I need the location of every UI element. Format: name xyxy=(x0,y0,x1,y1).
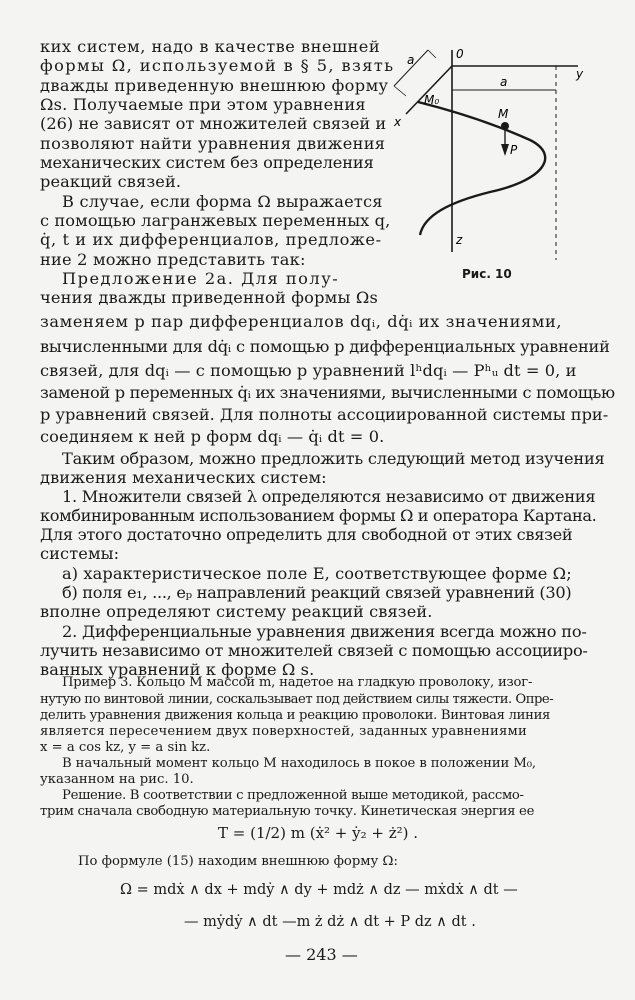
page-number: — 243 — xyxy=(285,945,358,964)
text-line: заменяем p пар дифференциалов dqᵢ, dq̇ᵢ их значениями, xyxy=(40,312,563,331)
label-m0: M₀ xyxy=(424,93,440,107)
proposition-heading: Предложение 2а. Для полу- xyxy=(62,269,340,288)
text-line: формы Ω, используемой в § 5, взять xyxy=(40,56,395,75)
example-line: Решение. В соответствии с предложенной выше методикой, рассмо- xyxy=(62,788,524,803)
text-line: вполне определяют систему реакций связей. xyxy=(40,602,433,621)
text-line: 1. Множители связей λ определяются независимо от движения xyxy=(62,487,596,506)
text-line: ких систем, надо в качестве внешней xyxy=(40,37,381,56)
text-line: позволяют найти уравнения движения xyxy=(40,134,386,153)
formula-kinetic-energy: T = (1/2) m (ẋ² + ẏ₂ + ż²) . xyxy=(218,824,419,842)
text-line: реакций связей. xyxy=(40,172,182,191)
text-line: комбинированным использованием формы Ω и оператора Картана. xyxy=(40,506,597,525)
text-line: ние 2 можно представить так: xyxy=(40,250,306,269)
label-m: M xyxy=(498,107,509,121)
text-line: б) поля e₁, ..., eₚ направлений реакций связей уравнений (30) xyxy=(62,583,572,602)
figure-caption: Рис. 10 xyxy=(462,267,512,281)
text-line: (26) не зависят от множителей связей и xyxy=(40,114,387,133)
text-line: Для этого достаточно определить для свободной от этих связей xyxy=(40,525,573,544)
example-line: трим сначала свободную материальную точку. Кинетическая энергия ее xyxy=(40,804,535,819)
text-line: заменой p переменных q̇ᵢ их значениями, вычисленными с помощью xyxy=(40,383,615,402)
text-line: ванных уравнений к форме Ω s. xyxy=(40,660,315,679)
label-p: P xyxy=(510,143,518,157)
example-line: является пересечением двух поверхностей, заданных уравнениями xyxy=(40,724,527,739)
text-line: системы: xyxy=(40,544,120,563)
text-line: дважды приведенную внешнюю форму xyxy=(40,76,389,95)
text-line: движения механических систем: xyxy=(40,468,327,487)
text-line: Таким образом, можно предложить следующий метод изучения xyxy=(62,449,605,468)
example-line: указанном на рис. 10. xyxy=(40,772,194,787)
text-line: с помощью лагранжевых переменных q, xyxy=(40,211,391,230)
formula-intro: По формуле (15) находим внешнюю форму Ω: xyxy=(78,854,398,869)
label-a-diagonal: a xyxy=(407,53,415,67)
text-line: q̇, t и их дифференциалов, предложе- xyxy=(40,230,382,249)
label-y-axis: y xyxy=(576,67,584,81)
label-a-horizontal: a xyxy=(500,75,508,89)
text-line: чения дважды приведенной формы Ωs xyxy=(40,288,379,307)
text-line: лучить независимо от множителей связей с помощью ассоцииро- xyxy=(40,641,588,660)
ring-m-point xyxy=(501,122,509,130)
label-z-axis: z xyxy=(456,233,463,247)
text-line: В случае, если форма Ω выражается xyxy=(62,192,383,211)
text-line: соединяем к ней p форм dqᵢ — q̇ᵢ dt = 0. xyxy=(40,427,385,446)
text-line: механических систем без определения xyxy=(40,153,374,172)
text-line: p уравнений связей. Для полноты ассоциированной системы при- xyxy=(40,405,609,424)
example-line: x = a cos kz, y = a sin kz. xyxy=(40,740,211,755)
text-line: связей, для dqᵢ — с помощью p уравнений lʰdqᵢ — Pʰᵤ dt = 0, и xyxy=(40,361,577,380)
text-line: 2. Дифференциальные уравнения движения всегда можно по- xyxy=(62,622,587,641)
example-line: нутую по винтовой линии, соскальзывает под действием силы тяжести. Опре- xyxy=(40,692,554,707)
example-line: В начальный момент кольцо M находилось в покое в положении M₀, xyxy=(62,756,536,771)
figure-10-helix-diagram xyxy=(380,30,590,270)
example-line: делить уравнения движения кольца и реакцию проволоки. Винтовая линия xyxy=(40,708,551,723)
text-line: а) характеристическое поле E, соответствующее форме Ω; xyxy=(62,564,572,583)
label-origin: 0 xyxy=(456,47,464,61)
example-line: Пример 3. Кольцо M массой m, надетое на гладкую проволоку, изог- xyxy=(62,675,533,690)
label-x-axis: x xyxy=(394,115,402,129)
text-line: вычисленными для dq̇ᵢ с помощью p дифференциальных уравнений xyxy=(40,337,610,356)
formula-omega-line1: Ω = mdẋ ∧ dx + mdẏ ∧ dy + mdż ∧ dz — mẋdẋ ∧ dt — xyxy=(120,882,518,898)
formula-omega-line2: — mẏdẏ ∧ dt —m ż dż ∧ dt + P dz ∧ dt . xyxy=(184,914,476,930)
text-line: Ωs. Получаемые при этом уравнения xyxy=(40,95,366,114)
